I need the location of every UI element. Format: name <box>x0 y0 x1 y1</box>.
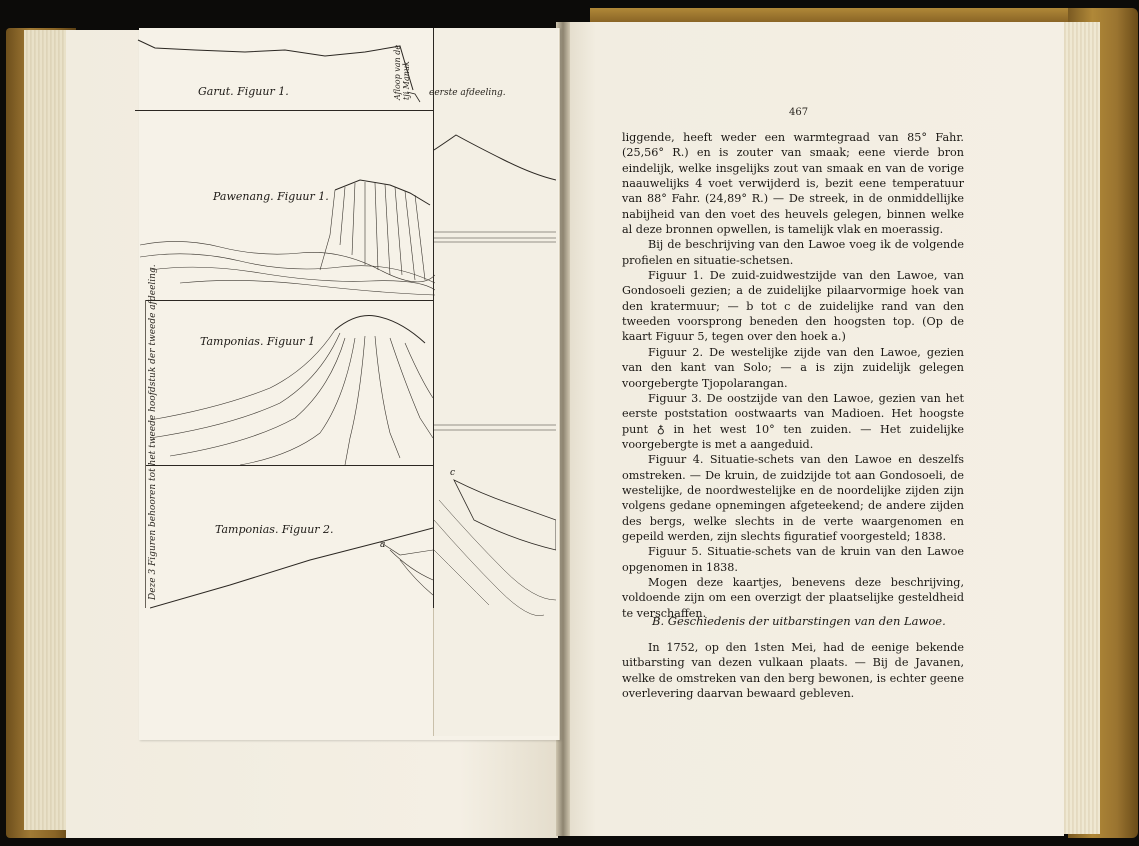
flap-profiles-sketch <box>434 120 556 620</box>
book-cover-top <box>590 8 1090 22</box>
page-edges-right <box>1062 22 1100 834</box>
paragraph: Mogen deze kaartjes, benevens deze beschrijving, voldoende zijn om een overzigt der plaatselijke gesteldheid te verschaffen. <box>622 575 964 620</box>
paragraph: liggende, heeft weder een warmtegraad van 85° Fahr. (25,56° R.) en is zouter van smaak; eene vierde bron eindelijk, welke insgelijks zout van smaak en van de vorige naauwelijks 4 voet verwijderd is, bezit eene temperatuur van 88° Fahr. (24,89° R.) — De streek, in de onmiddellijke nabijheid van den voet des heuvels gelegen, binnen welke al deze bronnen opwellen, is tamelijk vlak en moerassig. <box>622 131 964 237</box>
figure-label: Tamponias. Figuur 2. <box>215 523 334 536</box>
panel-divider-vertical <box>145 300 146 608</box>
tamponias-mountain-sketch-1 <box>150 308 433 465</box>
paragraph: Figuur 2. De westelijke zijde van den Lawoe, gezien van den kant van Solo; — a is zijn zuidelijk gelegen voorgebergte Tjopolarangan. <box>622 345 964 390</box>
mark-c-label: c <box>450 468 456 478</box>
figure-label: Tamponias. Figuur 1 <box>200 335 316 348</box>
section-heading: B. Geschiedenis der uitbarstingen van den Lawoe. <box>652 614 946 628</box>
paragraph: Figuur 1. De zuid-zuidwestzijde van den Lawoe, van Gondosoeli gezien; a de zuidelijke pilaarvormige hoek van den kratermuur; — b tot c de zuidelijke rand van den tweeden voorsprong beneden den hoogsten top. (Op de kaart Figuur 5, tegen over den hoek a.) <box>622 269 964 344</box>
paragraph: Figuur 3. De oostzijde van den Lawoe, gezien van het eerste poststation oostwaarts van Madioen. Het hoogste punt ♁ in het west 10° ten zuiden. — Het zuidelijke voorgebergte is met a aangeduid. <box>622 391 964 451</box>
garut-profile-sketch <box>135 30 435 110</box>
page-edges-left <box>24 30 68 830</box>
paragraph: Bij de beschrijving van den Lawoe voeg ik de volgende profielen en situatie-schetsen. <box>622 238 964 267</box>
eerste-afdeeling-label: eerste afdeeling. <box>429 88 506 98</box>
figure-label: Pawenang. Figuur 1. <box>213 190 329 203</box>
paragraph: Figuur 4. Situatie-schets van den Lawoe en deszelfs omstreken. — De kruin, de zuidzijde tot aan Gondosoeli, de westelijke, de noordwestelijke en de noordelijke zijden zijn volgens gedane opnemingen afgeteekend; de andere zijden des bergs, welke slechts in de verte waargenomen en gepeild werden, zijn slechts figuratief voorgesteld; 1838. <box>622 453 964 543</box>
panel-divider <box>145 300 433 301</box>
panel-divider <box>135 110 433 111</box>
main-text-block <box>622 130 964 621</box>
figure-label: Garut. Figuur 1. <box>198 85 289 98</box>
paragraph: Figuur 5. Situatie-schets van de kruin van den Lawoe opgenomen in 1838. <box>622 545 964 574</box>
plate-side-note: Deze 3 Figuren behooren tot het tweede hoofdstuk der tweede afdeeling. <box>148 264 158 600</box>
page-number: 467 <box>789 107 809 118</box>
panel-divider <box>145 465 433 466</box>
paragraph: In 1752, op den 1sten Mei, had de eenige bekende uitbarsting van dezen vulkaan plaats. — Bij de Javanen, welke de omstreken van den berg bewonen, is echter geene overlevering daarvan bewaard gebleven. <box>622 641 964 701</box>
afloop-label: Afloop van de tji Manuk <box>393 44 411 100</box>
mark-a-label: a <box>380 540 386 550</box>
history-text-block <box>622 640 964 701</box>
